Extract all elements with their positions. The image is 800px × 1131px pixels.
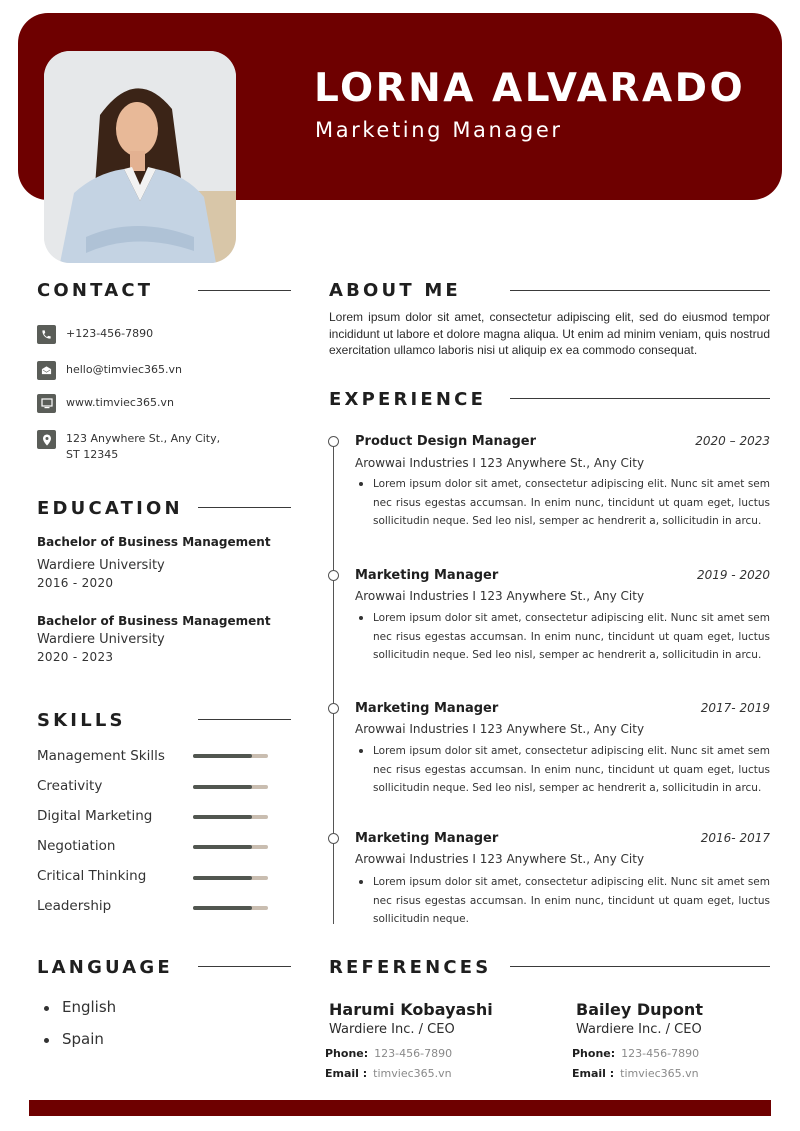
- education-degree: Bachelor of Business Management: [37, 535, 271, 549]
- job-title: Marketing Manager: [355, 831, 499, 846]
- skill-level-bar: [193, 906, 268, 910]
- reference-email: [325, 1067, 452, 1080]
- footer-bar: [29, 1100, 771, 1116]
- skill-name: Creativity: [37, 778, 103, 794]
- website-icon: [37, 394, 56, 413]
- contact-title: CONTACT: [37, 280, 154, 301]
- education-title: EDUCATION: [37, 498, 183, 519]
- job-company: Arowwai Industries I 123 Anywhere St., Any City: [355, 722, 645, 736]
- language-item: [46, 998, 116, 1016]
- language-title: LANGUAGE: [37, 957, 173, 978]
- reference-email-label: Email :: [325, 1067, 368, 1080]
- reference-name: Harumi Kobayashi: [329, 1000, 493, 1019]
- skill-name: Critical Thinking: [37, 868, 147, 884]
- profile-photo: [44, 51, 236, 263]
- experience-timeline: [333, 441, 334, 924]
- job-title: Marketing Manager: [355, 701, 499, 716]
- timeline-dot: [328, 833, 339, 844]
- contact-phone: [37, 325, 287, 344]
- skills-title: SKILLS: [37, 710, 126, 731]
- references-title: REFERENCES: [329, 957, 492, 978]
- experience-divider: [510, 398, 770, 399]
- reference-email-value: timviec365.vn: [373, 1067, 452, 1080]
- reference-email-value: timviec365.vn: [620, 1067, 699, 1080]
- timeline-dot: [328, 570, 339, 581]
- references-divider: [510, 966, 770, 967]
- reference-company: Wardiere Inc. / CEO: [576, 1022, 702, 1037]
- reference-company: Wardiere Inc. / CEO: [329, 1022, 455, 1037]
- skill-name: Digital Marketing: [37, 808, 153, 824]
- reference-phone: [325, 1047, 452, 1060]
- about-title: ABOUT ME: [329, 280, 461, 301]
- email-icon: [37, 361, 56, 380]
- skill-level-fill: [193, 906, 252, 910]
- language-name: Spain: [62, 1030, 104, 1048]
- job-company: Arowwai Industries I 123 Anywhere St., Any City: [355, 852, 645, 866]
- reference-email: [572, 1067, 699, 1080]
- job-date: 2019 - 2020: [696, 568, 770, 582]
- skill-level-fill: [193, 754, 252, 758]
- skill-level-bar: [193, 845, 268, 849]
- job-description: Lorem ipsum dolor sit amet, consectetur adipiscing elit. Nunc sit amet sem nec risus egestas accumsan. In enim nunc, tincidunt ut quam eget, luctus sollicitudin neque. Sed leo nisl, semper ac hendrerit a, sollicitudin in arcu.: [373, 475, 770, 531]
- candidate-role: Marketing Manager: [315, 118, 563, 142]
- reference-name: Bailey Dupont: [576, 1000, 703, 1019]
- job-description: Lorem ipsum dolor sit amet, consectetur adipiscing elit. Nunc sit amet sem nec risus egestas accumsan. In enim nunc, tincidunt ut quam eget, luctus sollicitudin neque. Sed leo nisl, semper ac hendrerit a, sollicitudin in arcu.: [373, 609, 770, 665]
- education-school: Wardiere University: [37, 632, 165, 647]
- contact-address-text: 123 Anywhere St., Any City, ST 12345: [66, 432, 221, 461]
- language-divider: [198, 966, 291, 967]
- about-text: Lorem ipsum dolor sit amet, consectetur adipiscing elit, sed do eiusmod tempor incididunt ut labore et dolore magna aliqua. Ut enim ad minim veniam, quis nostrud exercitation ullamco laboris nisi ut aliquip ex ea commodo consequat.: [329, 310, 770, 357]
- contact-phone-text: +123-456-7890: [66, 327, 154, 340]
- candidate-name: LORNA ALVARADO: [314, 66, 746, 111]
- phone-icon: [37, 325, 56, 344]
- timeline-dot: [328, 436, 339, 447]
- about-divider: [510, 290, 770, 291]
- contact-website: [37, 394, 287, 413]
- job-date: 2020 – 2023: [695, 434, 770, 448]
- education-degree: Bachelor of Business Management: [37, 614, 271, 628]
- skill-name: Leadership: [37, 898, 112, 914]
- person-portrait-icon: [44, 51, 236, 263]
- reference-phone-label: Phone:: [325, 1047, 369, 1060]
- reference-phone-label: Phone:: [572, 1047, 616, 1060]
- timeline-dot: [328, 703, 339, 714]
- language-item: [46, 1030, 104, 1048]
- skill-name: Management Skills: [37, 748, 165, 764]
- job-date: 2017- 2019: [700, 701, 770, 715]
- job-title: Marketing Manager: [355, 568, 499, 583]
- contact-address: [37, 430, 287, 463]
- experience-title: EXPERIENCE: [329, 389, 487, 410]
- reference-phone: [572, 1047, 699, 1060]
- skill-level-fill: [193, 876, 252, 880]
- skill-level-bar: [193, 815, 268, 819]
- reference-email-label: Email :: [572, 1067, 615, 1080]
- skills-divider: [198, 719, 291, 720]
- job-description: Lorem ipsum dolor sit amet, consectetur adipiscing elit. Nunc sit amet sem nec risus egestas accumsan. In enim nunc, tincidunt ut quam eget, luctus sollicitudin neque. Sed leo nisl, semper ac hendrerit a, sollicitudin in arcu.: [373, 742, 770, 798]
- job-company: Arowwai Industries I 123 Anywhere St., Any City: [355, 589, 645, 603]
- contact-website-text: www.timviec365.vn: [66, 396, 174, 409]
- contact-divider: [198, 290, 291, 291]
- reference-phone-value: 123-456-7890: [621, 1047, 700, 1060]
- skill-level-bar: [193, 754, 268, 758]
- education-school: Wardiere University: [37, 558, 165, 573]
- education-years: 2016 - 2020: [37, 576, 114, 590]
- skill-name: Negotiation: [37, 838, 116, 854]
- education-divider: [198, 507, 291, 508]
- location-icon: [37, 430, 56, 449]
- job-title: Product Design Manager: [355, 434, 537, 449]
- education-years: 2020 - 2023: [37, 650, 114, 664]
- skill-level-fill: [193, 845, 252, 849]
- skill-level-bar: [193, 785, 268, 789]
- contact-email-text: hello@timviec365.vn: [66, 363, 183, 376]
- job-date: 2016- 2017: [700, 831, 770, 845]
- skill-level-fill: [193, 815, 252, 819]
- language-name: English: [62, 998, 117, 1016]
- job-description: Lorem ipsum dolor sit amet, consectetur adipiscing elit. Nunc sit amet sem nec risus egestas accumsan. In enim nunc, tincidunt ut quam eget, luctus sollicitudin neque.: [373, 873, 770, 929]
- skill-level-bar: [193, 876, 268, 880]
- skill-level-fill: [193, 785, 252, 789]
- job-company: Arowwai Industries I 123 Anywhere St., Any City: [355, 456, 645, 470]
- contact-email: [37, 361, 287, 380]
- reference-phone-value: 123-456-7890: [374, 1047, 453, 1060]
